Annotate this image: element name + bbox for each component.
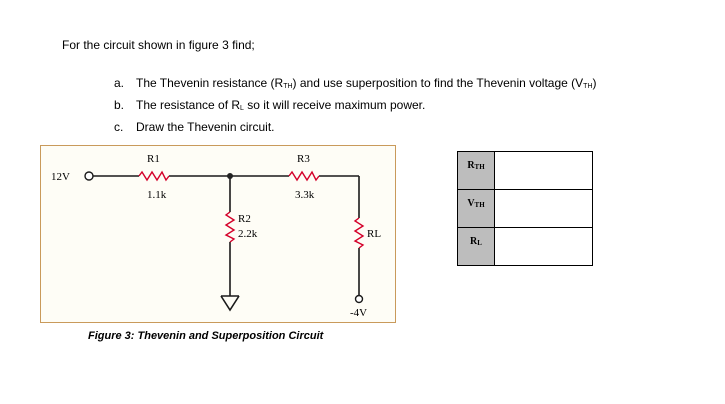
question-list xyxy=(114,74,597,136)
answer-row-rl xyxy=(458,228,593,266)
answer-row-rth xyxy=(458,152,593,190)
text-part: ) xyxy=(592,76,597,90)
item-text: Draw the Thevenin circuit. xyxy=(136,120,275,134)
text-part: The resistance of R xyxy=(136,98,241,112)
answer-cell-rl[interactable] xyxy=(495,228,593,266)
circuit-schematic xyxy=(41,146,395,322)
resistor-rl xyxy=(355,218,363,248)
bottom-source-terminal xyxy=(356,296,363,303)
question-item-a xyxy=(114,74,597,96)
r1-name: R1 xyxy=(147,153,160,165)
answer-label xyxy=(458,190,495,228)
question-item-c xyxy=(114,118,597,136)
r3-value: 3.3k xyxy=(295,189,315,201)
r3-name: R3 xyxy=(297,153,310,165)
source-label: 12V xyxy=(51,171,70,183)
answer-cell-vth[interactable] xyxy=(495,190,593,228)
question-item-b xyxy=(114,96,597,118)
source-terminal xyxy=(85,172,93,180)
item-text xyxy=(136,74,597,96)
subscript: TH xyxy=(283,83,293,90)
text-part: ) and use superposition to find the Thevenin voltage (V xyxy=(292,76,584,90)
label-main: R xyxy=(467,160,475,171)
resistor-r3 xyxy=(289,172,319,180)
junction-node xyxy=(227,173,233,179)
bottom-source-label: -4V xyxy=(350,307,368,319)
answer-cell-rth[interactable] xyxy=(495,152,593,190)
r1-value: 1.1k xyxy=(147,189,167,201)
answer-row-vth xyxy=(458,190,593,228)
ground-icon xyxy=(221,296,239,310)
answer-label xyxy=(458,152,495,190)
answer-table xyxy=(457,151,593,266)
item-text xyxy=(136,96,425,118)
item-letter: b. xyxy=(114,98,125,112)
figure-caption: Figure 3: Thevenin and Superposition Circuit xyxy=(88,330,324,342)
label-sub: TH xyxy=(474,163,485,171)
label-main: R xyxy=(470,236,478,247)
subscript: TH xyxy=(583,83,593,90)
resistor-r2 xyxy=(226,212,234,242)
text-part: The Thevenin resistance (R xyxy=(136,76,284,90)
question-intro: For the circuit shown in figure 3 find; xyxy=(62,38,255,52)
label-sub: TH xyxy=(474,201,485,209)
answer-label xyxy=(458,228,495,266)
item-letter: a. xyxy=(114,76,125,90)
text-part: so it will receive maximum power. xyxy=(243,98,426,112)
label-sub: L xyxy=(477,239,482,247)
label-main: V xyxy=(467,198,475,209)
circuit-diagram xyxy=(40,145,396,323)
wires xyxy=(93,176,359,296)
rl-name: RL xyxy=(367,228,382,240)
r2-value: 2.2k xyxy=(238,228,258,240)
r2-name: R2 xyxy=(238,213,251,225)
item-letter: c. xyxy=(114,120,124,134)
subscript: L xyxy=(240,105,244,112)
resistor-r1 xyxy=(139,172,169,180)
